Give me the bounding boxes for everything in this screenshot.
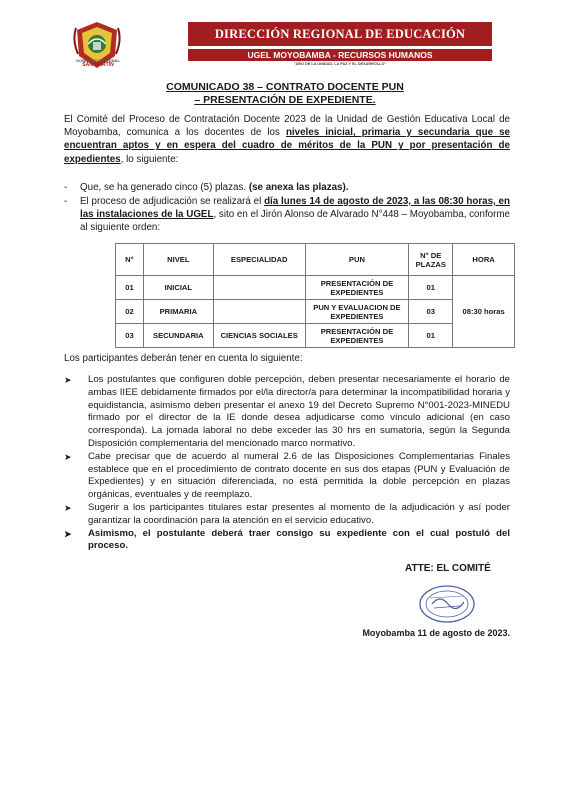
- table-header-cell: PUN: [305, 244, 409, 276]
- list-item: [64, 502, 510, 528]
- bullet2-rest: , sito en el Jirón Alonso de Alvarado N°448 – Moyobamba, conforme al siguiente orden:: [80, 209, 510, 233]
- table-header-cell: ESPECIALIDAD: [213, 244, 305, 276]
- table-cell: PUN Y EVALUACION DE EXPEDIENTES: [305, 300, 409, 324]
- arrow-bullet-icon: ➤: [64, 375, 72, 385]
- bullet2-underlined: día lunes 14 de agosto de 2023, a las 08:30 horas, en las instalaciones de la UGEL: [80, 196, 510, 220]
- list-item: [64, 528, 510, 554]
- intro-paragraph: [64, 113, 510, 166]
- bullet1-text: Que, se ha generado cinco (5) plazas.: [80, 182, 249, 193]
- table-header-cell: N°: [116, 244, 144, 276]
- table-cell: SECUNDARIA: [143, 324, 213, 348]
- table-row: [116, 276, 515, 300]
- table-cell: 01: [409, 276, 453, 300]
- bullet2-text: El proceso de adjudicación se realizará el: [80, 196, 265, 207]
- title-line2: – PRESENTACIÓN DE EXPEDIENTE.: [194, 94, 376, 106]
- table-header-cell: NIVEL: [143, 244, 213, 276]
- table-cell: [213, 300, 305, 324]
- logo-caption: [66, 58, 130, 68]
- list-item: [64, 374, 510, 451]
- table-cell: 03: [116, 324, 144, 348]
- table-header-cell: N° DE PLAZAS: [409, 244, 453, 276]
- signature-date: Moyobamba 11 de agosto de 2023.: [362, 628, 510, 638]
- table-cell: 03: [409, 300, 453, 324]
- table-cell: PRESENTACIÓN DE EXPEDIENTES: [305, 276, 409, 300]
- table-cell: 01: [116, 276, 144, 300]
- bullet-item-adjudicacion: - El proceso de adjudicación se realizará el día lunes 14 de agosto de 2023, a las 08:30 horas, en las instalaciones de la UGEL, sito en el Jirón Alonso de Alvarado N°448 – Moyobamba, conforme al siguiente orden:: [64, 196, 510, 233]
- intro-part1: El Comité del Proceso de Contratación Docente 2023 de la Unidad de Gestión Educativa Local de Moyobamba, comunica a los docentes de los: [64, 114, 510, 139]
- list-item-text: Sugerir a los participantes titulares estar presentes al momento de la adjudicación y así poder garantizar la coordinación para la atención en el servicio educativo.: [88, 501, 510, 526]
- table-header-row: [116, 244, 515, 276]
- list-item-text: Cabe precisar que de acuerdo al numeral 2.6 de las Disposiciones Complementarias Finales establece que en el procedimiento de contrato docente en sus dos etapas (PUN y Evaluación de Expedientes) y en situación diferenciada, no está permitida la doble percepción en plazas orgánicas, eventuales y de reemplazo.: [88, 450, 510, 501]
- document-title: [80, 81, 490, 107]
- signature-committee: ATTE: EL COMITÉ: [405, 563, 491, 574]
- bullet1-bold: (se anexa las plazas).: [248, 182, 349, 193]
- header-motto: "AÑO DE LA UNIDAD, LA PAZ Y EL DESARROLLO": [293, 62, 387, 66]
- list-item: [64, 451, 510, 502]
- table-cell: CIENCIAS SOCIALES: [213, 324, 305, 348]
- arrow-bullet-icon: ➤: [64, 528, 72, 539]
- table-cell: INICIAL: [143, 276, 213, 300]
- table-cell: PRIMARIA: [143, 300, 213, 324]
- intro-part3: , lo siguiente:: [120, 153, 179, 165]
- header-band-title: DIRECCIÓN REGIONAL DE EDUCACIÓN: [188, 22, 492, 46]
- table-header-cell: HORA: [453, 244, 515, 276]
- title-line1: COMUNICADO 38 – CONTRATO DOCENTE PUN: [166, 81, 404, 93]
- hora-cell: 08:30 horas: [453, 276, 515, 348]
- committee-stamp-icon: [418, 584, 476, 624]
- header-band-subtitle: UGEL MOYOBAMBA - RECURSOS HUMANOS: [188, 49, 492, 61]
- table-cell: 02: [116, 300, 144, 324]
- instructions-list: [64, 374, 510, 553]
- plazas-table: [115, 243, 515, 348]
- list-item-text: Los postulantes que configuren doble percepción, deben presentar necesariamente el horario de ambas IIEE debidamente firmados por el/la director/a para determinar la incompatibilidad horaria y equidistancia, asimismo deben presentar el anexo 19 del Decreto Supremo N°001-2023-MINEDU firmado por el director de la IE donde desea adjudicarse como vínculo adicional (en caso corresponda). La jornada laboral no debe exceder las 30 hrs en sumatoria, según la Segunda Disposición complementaria del mencionado marco normativo.: [88, 374, 510, 449]
- logo-line1: GOBIERNO REGIONAL: [75, 58, 120, 63]
- participants-note: Los participantes deberán tener en cuenta lo siguiente:: [64, 353, 303, 364]
- table-cell: 01: [409, 324, 453, 348]
- bullet-item-plazas: - Que, se ha generado cinco (5) plazas. (se anexa las plazas).: [64, 182, 349, 193]
- table-cell: PRESENTACIÓN DE EXPEDIENTES: [305, 324, 409, 348]
- bullet-list: [64, 181, 510, 235]
- arrow-bullet-icon: ➤: [64, 502, 72, 513]
- arrow-bullet-icon: ➤: [64, 451, 72, 462]
- intro-highlight: niveles inicial, primaria y secundaria que se encuentran aptos y en espera del cuadro de méritos de la PUN y por presentación de expedientes: [64, 127, 510, 165]
- logo-line2: SAN MARTÍN: [82, 62, 114, 68]
- list-item-text: Asimismo, el postulante deberá traer consigo su expediente con el cual postuló del proceso.: [88, 527, 510, 552]
- table-cell: [213, 276, 305, 300]
